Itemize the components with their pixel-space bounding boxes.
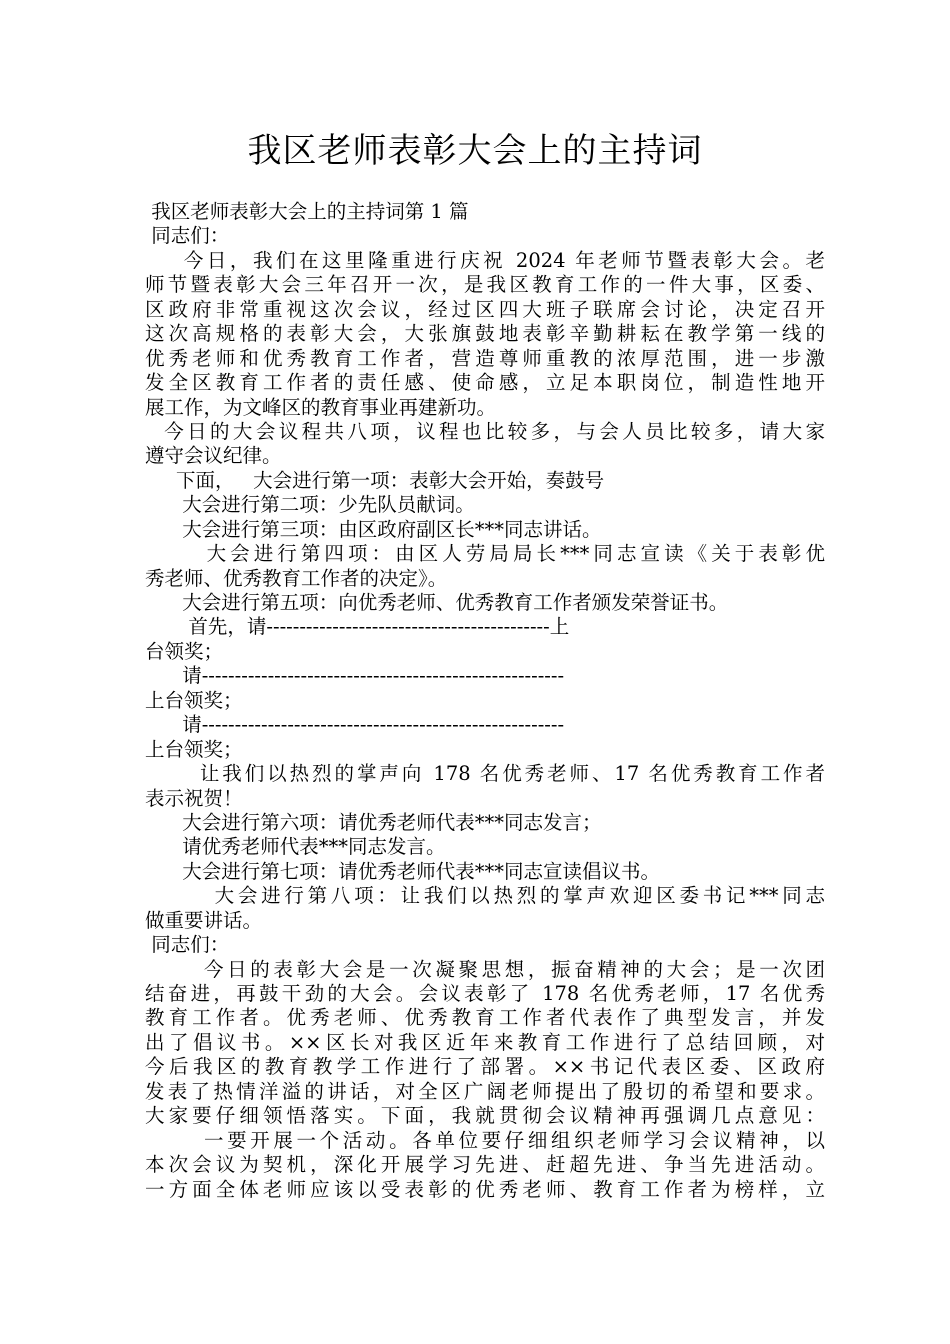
body-line: 同志们： <box>145 224 230 248</box>
body-line: 今日，我们在这里隆重进行庆祝 2024 年老师节暨表彰大会。老 <box>145 248 825 272</box>
body-line: 大会进行第八项：让我们以热烈的掌声欢迎区委书记***同志 <box>145 884 825 908</box>
body-line: 上台领奖； <box>145 737 243 761</box>
body-line: 我区老师表彰大会上的主持词第 1 篇 <box>145 200 469 223</box>
body-line: 做重要讲话。 <box>145 908 263 932</box>
body-line: 展工作，为文峰区的教育事业再建新功。 <box>145 395 497 419</box>
body-line: 遵守会议纪律。 <box>145 444 282 468</box>
body-line: 秀老师、优秀教育工作者的决定》。 <box>145 566 448 590</box>
body-line: 台领奖； <box>145 639 224 663</box>
body-line: 本次会议为契机，深化开展学习先进、赶超先进、争当先进活动。 <box>145 1153 825 1177</box>
body-line: 大会进行第三项：由区政府副区长***同志讲话。 <box>145 517 602 541</box>
body-line: 优秀老师和优秀教育工作者，营造尊师重教的浓厚范围，进一步激 <box>145 346 825 370</box>
body-line: 结奋进，再鼓干劲的大会。会议表彰了 178 名优秀老师，17 名优秀 <box>145 982 825 1005</box>
document-title: 我区老师表彰大会上的主持词 <box>247 131 703 171</box>
body-line: 发表了热情洋溢的讲话，对全区广阔老师提出了殷切的希望和要求。 <box>145 1079 825 1103</box>
body-line: 今日的表彰大会是一次凝聚思想，振奋精神的大会；是一次团 <box>145 957 825 981</box>
body-line: 大会进行第六项：请优秀老师代表***同志发言； <box>145 810 602 834</box>
body-line: 这次高规格的表彰大会，大张旗鼓地表彰辛勤耕耘在教学第一线的 <box>145 322 825 346</box>
body-line: 出了倡议书。××区长对我区近年来教育工作进行了总结回顾，对 <box>145 1030 825 1054</box>
body-line: 教育工作者。优秀老师、优秀教育工作者代表作了典型发言，并发 <box>145 1006 825 1030</box>
body-line: 一要开展一个活动。各单位要仔细组织老师学习会议精神，以 <box>145 1128 825 1152</box>
body-line: 区政府非常重视这次会议，经过区四大班子联席会讨论，决定召开 <box>145 297 825 321</box>
body-line: 今后我区的教育教学工作进行了部署。××书记代表区委、区政府 <box>145 1055 825 1079</box>
body-line: 让我们以热烈的掌声向 178 名优秀老师、17 名优秀教育工作者 <box>145 762 825 786</box>
body-line: 上台领奖； <box>145 688 243 712</box>
document-body <box>145 200 825 1202</box>
body-line: 下面， 大会进行第一项：表彰大会开始，奏鼓号 <box>145 468 605 492</box>
body-line: 一方面全体老师应该以受表彰的优秀老师、教育工作者为榜样，立 <box>145 1177 825 1201</box>
body-line: 发全区教育工作者的责任感、使命感，立足本职岗位，制造性地开 <box>145 371 825 395</box>
body-line: 表示祝贺！ <box>145 786 243 810</box>
body-line: 请优秀老师代表***同志发言。 <box>145 835 446 859</box>
body-line: 大会进行第五项：向优秀老师、优秀教育工作者颁发荣誉证书。 <box>145 591 729 614</box>
body-line: 今日的大会议程共八项，议程也比较多，与会人员比较多，请大家 <box>145 419 825 443</box>
body-line: 请------------------------------------------------------- <box>145 664 565 688</box>
body-line: 大家要仔细领悟落实。下面，我就贯彻会议精神再强调几点意见： <box>145 1104 825 1128</box>
body-line: 师节暨表彰大会三年召开一次，是我区教育工作的一件大事，区委、 <box>145 273 825 297</box>
body-line: 大会进行第四项：由区人劳局局长***同志宣读《关于表彰优 <box>145 542 825 566</box>
body-line: 首先，请-------------------------------------------上 <box>145 615 570 639</box>
body-line: 大会进行第七项：请优秀老师代表***同志宣读倡议书。 <box>145 859 660 883</box>
body-line: 大会进行第二项：少先队员献词。 <box>145 493 475 517</box>
body-line: 请------------------------------------------------------- <box>145 713 565 737</box>
body-line: 同志们： <box>145 933 230 957</box>
